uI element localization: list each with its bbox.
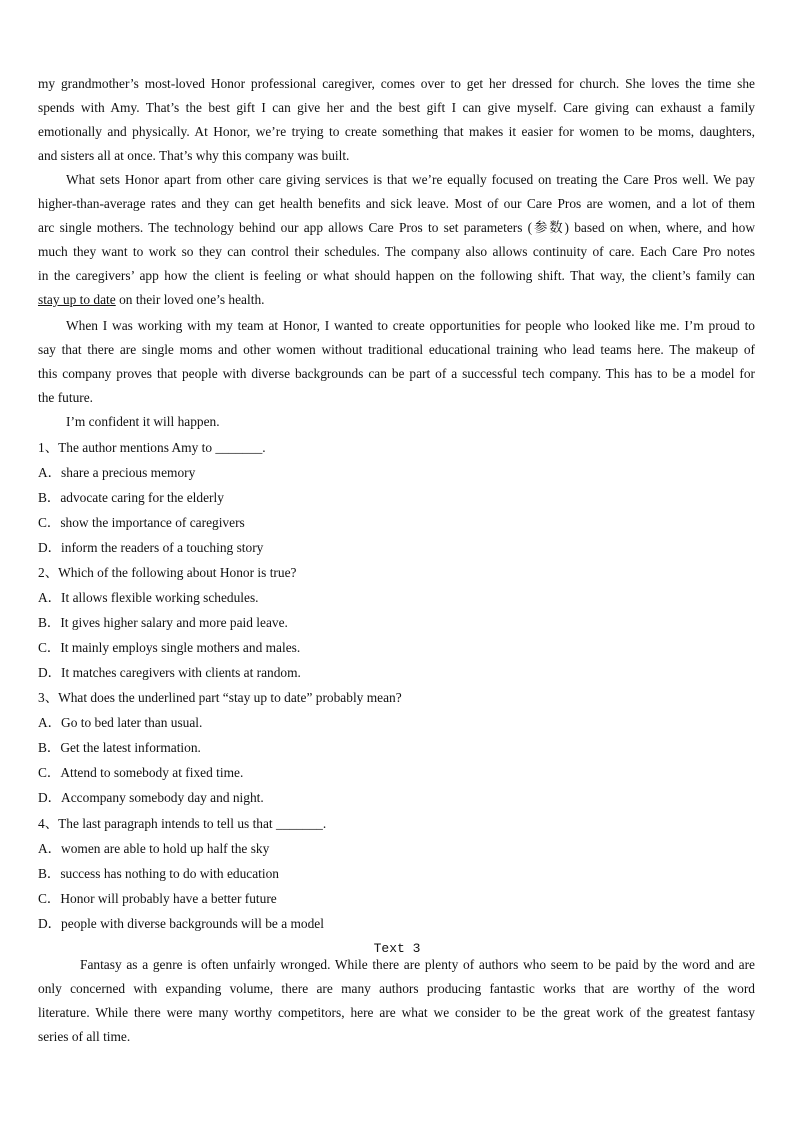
section-heading: Text 3 <box>373 941 421 956</box>
question-option: D．people with diverse backgrounds will be a model <box>38 916 324 931</box>
question-option: D．It matches caregivers with clients at random. <box>38 665 301 680</box>
question-option: B．advocate caring for the elderly <box>38 490 224 505</box>
question-stem: 3、What does the underlined part “stay up to date” probably mean? <box>38 690 402 705</box>
paragraph-line <box>38 291 755 309</box>
paragraph-line: Fantasy as a genre is often unfairly wronged. While there are plenty of authors who seem to be paid by the word and are <box>80 957 755 972</box>
question-option: D．inform the readers of a touching story <box>38 540 264 555</box>
question-stem: 1、The author mentions Amy to _______. <box>38 440 266 455</box>
question-option: C．It mainly employs single mothers and males. <box>38 640 301 655</box>
question-option: C．Honor will probably have a better future <box>38 891 277 906</box>
paragraph-line: What sets Honor apart from other care giving services is that we’re equally focused on treating the Care Pros well. We pay <box>66 172 755 187</box>
question-option: B．Get the latest information. <box>38 740 201 755</box>
question-option: A．share a precious memory <box>38 465 196 480</box>
question-stem: 2、Which of the following about Honor is true? <box>38 565 297 580</box>
paragraph-line: the future. <box>38 390 94 405</box>
paragraph-line: my grandmother’s most-loved Honor professional caregiver, comes over to get her dressed for church. She loves the time she <box>38 76 755 91</box>
paragraph-line: When I was working with my team at Honor, I wanted to create opportunities for people who looked like me. I’m proud to <box>66 318 755 333</box>
paragraph-line: I’m confident it will happen. <box>66 414 220 429</box>
question-option: D．Accompany somebody day and night. <box>38 790 264 805</box>
paragraph-line: literature. While there were many worthy competitors, here are what we consider to be the great work of the greatest fantasy <box>38 1005 755 1020</box>
question-option: A．Go to bed later than usual. <box>38 715 203 730</box>
line-rest: on their loved one’s health. <box>115 292 265 307</box>
paragraph-line: say that there are single moms and other women without traditional educational training who lead teams here. The makeup of <box>38 342 755 357</box>
paragraph-line: higher-than-average rates and they can get health benefits and sick leave. Most of our Care Pros are women, and a lot of them <box>38 196 755 211</box>
question-option: B．It gives higher salary and more paid leave. <box>38 615 288 630</box>
question-stem: 4、The last paragraph intends to tell us that _______. <box>38 816 327 831</box>
question-option: A．women are able to hold up half the sky <box>38 841 270 856</box>
paragraph-line: much they want to work so they can control their schedules. The company also allows continuity of care. Each Care Pro notes <box>38 244 755 259</box>
question-option: B．success has nothing to do with education <box>38 866 279 881</box>
question-option: A．It allows flexible working schedules. <box>38 590 259 605</box>
paragraph-line: spends with Amy. That’s the best gift I can give her and the best gift I can give myself. Care giving can exhaust a family <box>38 100 755 115</box>
paragraph-line: series of all time. <box>38 1029 131 1044</box>
question-option: C．show the importance of caregivers <box>38 515 245 530</box>
paragraph-line: this company proves that people with diverse backgrounds can be part of a successful tech company. This has to be a model for <box>38 366 755 381</box>
paragraph-line: only concerned with expanding volume, there are many authors producing fantastic works that are worthy of the word <box>38 981 755 996</box>
question-option: C．Attend to somebody at fixed time. <box>38 765 244 780</box>
paragraph-line: arc single mothers. The technology behind our app allows Care Pros to set parameters (参数) based on when, where, and how <box>38 220 755 235</box>
paragraph-line: in the caregivers’ app how the client is feeling or what should happen on the following shift. That way, the client’s family can <box>38 268 755 283</box>
paragraph-line: and sisters all at once. That’s why this company was built. <box>38 148 350 163</box>
paragraph-line: emotionally and physically. At Honor, we’re trying to create something that makes it easier for women to be moms, daughters, <box>38 124 755 139</box>
underlined-phrase: stay up to date <box>38 292 116 307</box>
